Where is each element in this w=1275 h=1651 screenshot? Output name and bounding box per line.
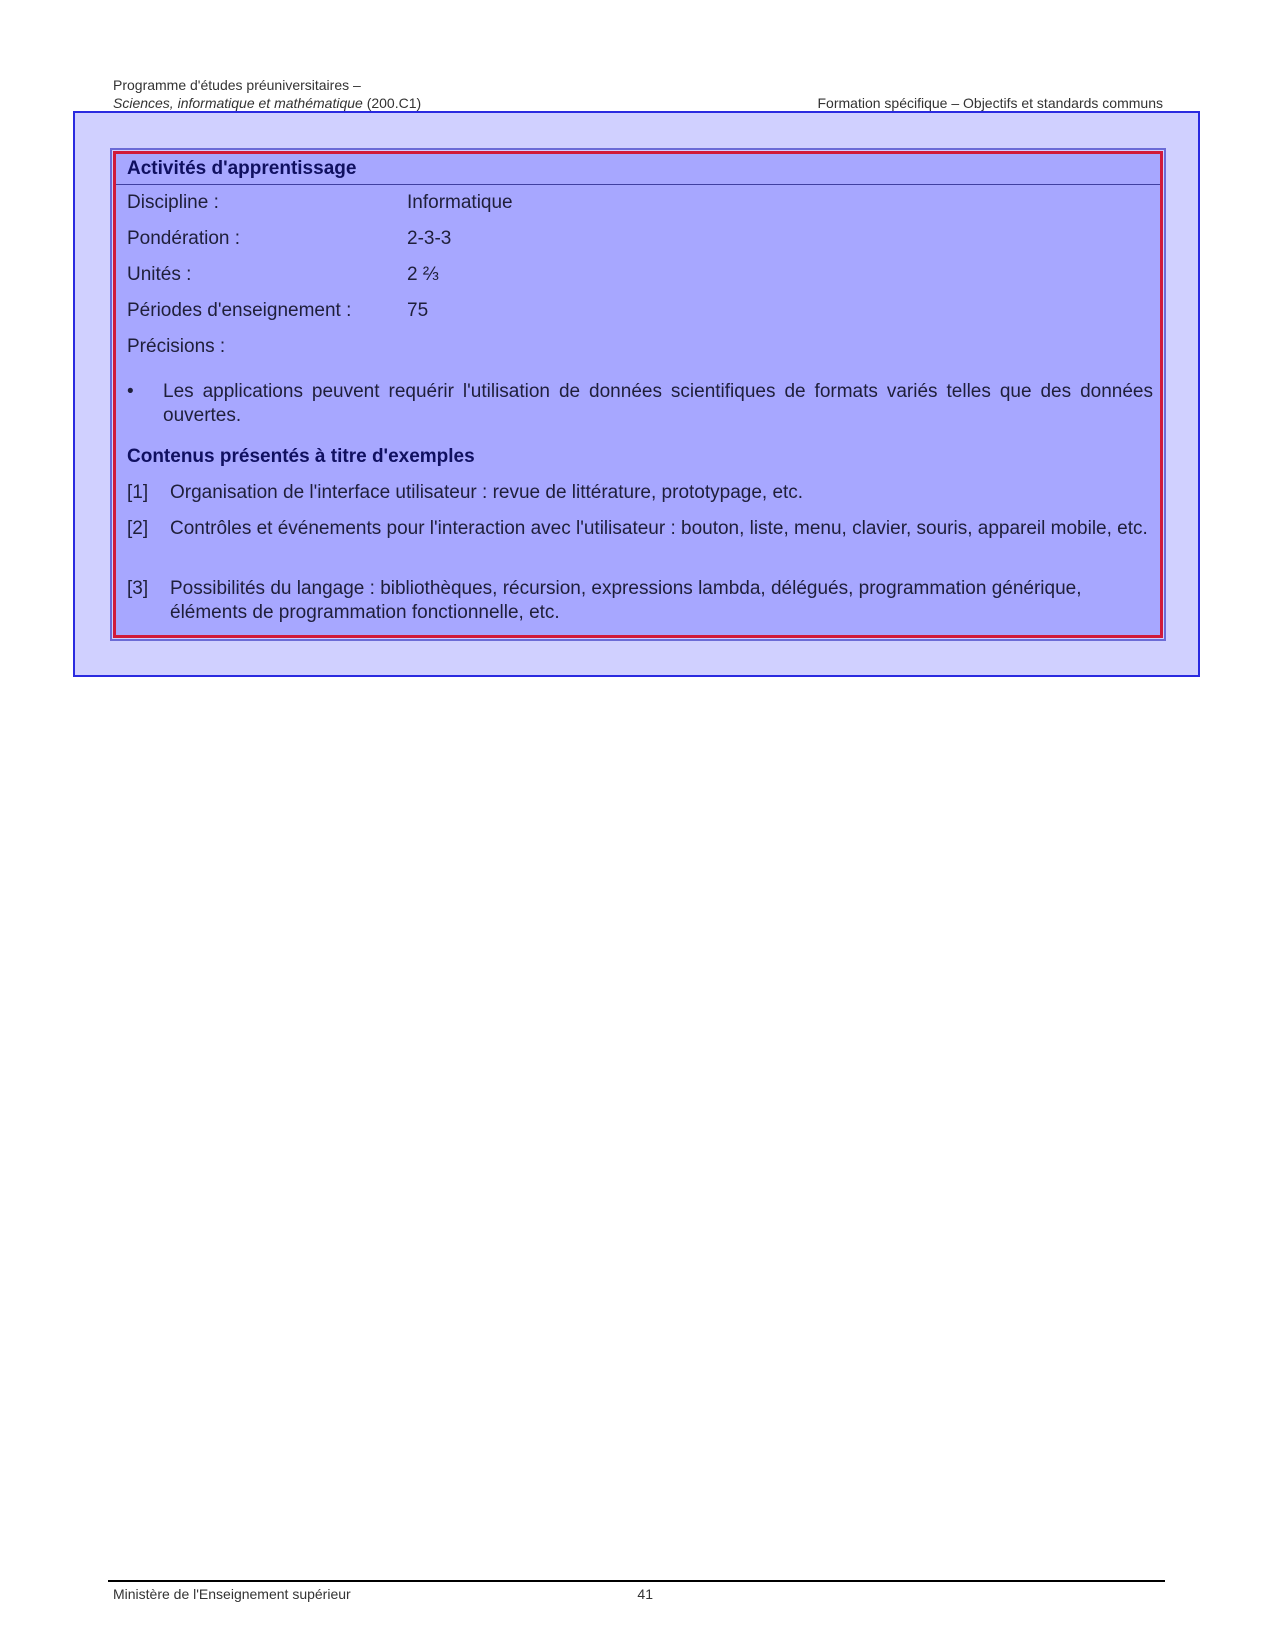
page-number: 41 xyxy=(637,1586,653,1602)
activities-title: Activités d'apprentissage xyxy=(127,158,357,179)
learning-activities-box xyxy=(113,151,1163,638)
item-text: Contrôles et événements pour l'interaction avec l'utilisateur : bouton, liste, menu, clavier, souris, appareil mobile, etc. xyxy=(170,518,1148,539)
item-text: Organisation de l'interface utilisateur : revue de littérature, prototypage, etc. xyxy=(170,482,804,503)
page-header xyxy=(113,76,1163,112)
field-periods xyxy=(127,300,1127,322)
content-item-2 xyxy=(127,517,1153,541)
field-value: 2 ⅔ xyxy=(407,264,439,285)
field-label: Pondération : xyxy=(127,228,241,249)
field-label: Périodes d'enseignement : xyxy=(127,300,352,321)
field-discipline xyxy=(127,192,1127,214)
item-number: [2] xyxy=(127,518,149,539)
field-label: Unités : xyxy=(127,264,192,285)
header-program-name xyxy=(113,94,421,112)
field-value: Informatique xyxy=(407,192,513,213)
field-ponderation xyxy=(127,228,1127,250)
footer-ministry: Ministère de l'Enseignement supérieur xyxy=(113,1586,351,1602)
bullet-icon: • xyxy=(127,381,134,402)
content-item-1 xyxy=(127,481,1153,505)
header-program-code: (200.C1) xyxy=(362,95,422,111)
header-section-title: Formation spécifique – Objectifs et standards communs xyxy=(817,95,1163,111)
item-number: [1] xyxy=(127,482,149,503)
precisions-label: Précisions : xyxy=(127,336,226,357)
content-item-3 xyxy=(127,577,1153,625)
precision-bullet xyxy=(127,380,1153,428)
page-footer xyxy=(113,1586,653,1602)
field-value: 75 xyxy=(407,300,429,321)
header-program-italic: Sciences, informatique et mathématique xyxy=(113,95,363,111)
header-program-line: Programme d'études préuniversitaires – xyxy=(113,77,361,93)
header-second-line xyxy=(113,94,1163,112)
field-value: 2-3-3 xyxy=(407,228,452,249)
contents-title: Contenus présentés à titre d'exemples xyxy=(127,446,475,467)
activities-title-rule xyxy=(116,184,1160,185)
item-text: Possibilités du langage : bibliothèques, récursion, expressions lambda, délégués, programmation générique, éléments de programmation fonctionnelle, etc. xyxy=(170,578,1082,623)
item-number: [3] xyxy=(127,578,149,599)
field-units xyxy=(127,264,1127,286)
footer-rule xyxy=(108,1580,1165,1582)
precision-text: Les applications peuvent requérir l'utilisation de données scientifiques de formats variés telles que des données ouvertes. xyxy=(163,381,1153,426)
field-label: Discipline : xyxy=(127,192,219,213)
